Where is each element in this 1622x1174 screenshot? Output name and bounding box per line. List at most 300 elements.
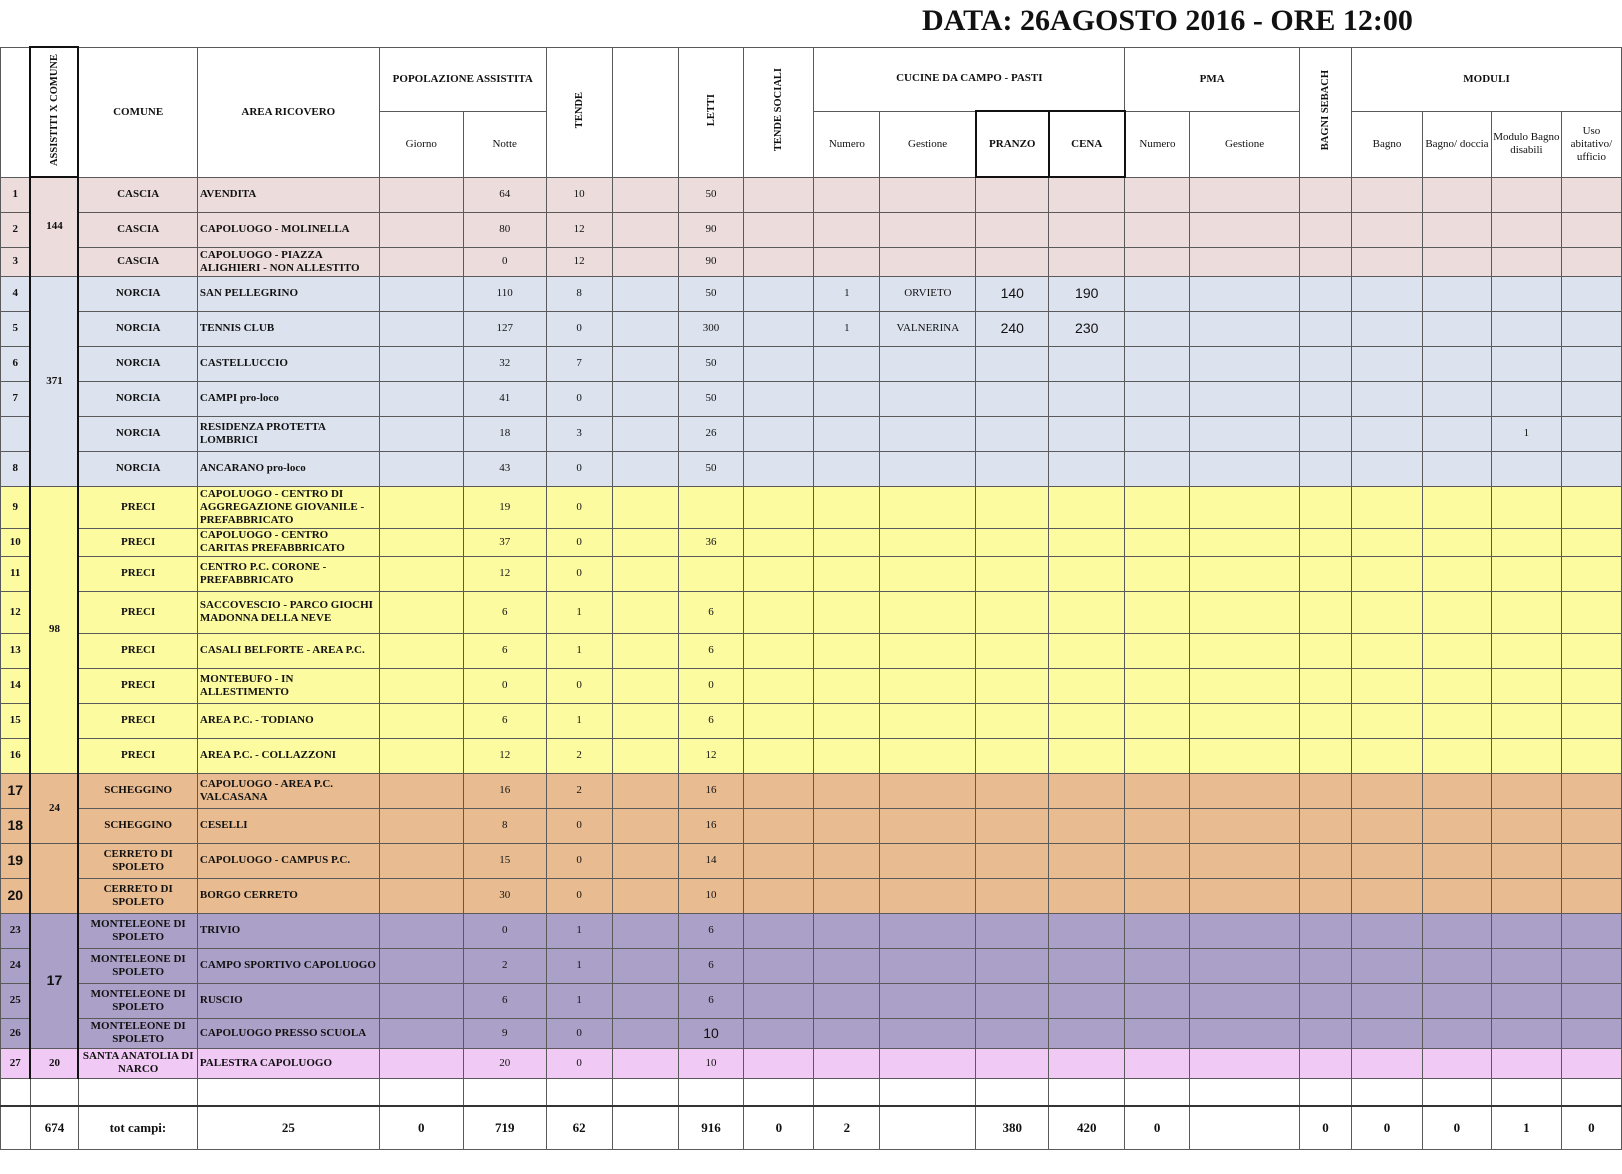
bagno-cell <box>1352 1048 1423 1078</box>
comune-cell: PRECI <box>78 668 197 703</box>
row-index <box>1 416 31 451</box>
row-index: 15 <box>1 703 31 738</box>
modulo-disabili-cell <box>1491 247 1561 276</box>
blank-cell <box>379 1078 463 1106</box>
table-row <box>1 808 1622 843</box>
bagni-cell <box>1300 486 1352 528</box>
table-row <box>1 948 1622 983</box>
total-pma-gestione <box>1190 1106 1300 1149</box>
row-index: 12 <box>1 591 31 633</box>
tende-cell: 2 <box>546 773 612 808</box>
area-cell: RESIDENZA PROTETTA LOMBRICI <box>197 416 379 451</box>
cucine-gestione-cell <box>880 738 976 773</box>
comune-cell: NORCIA <box>78 276 197 311</box>
pma-numero-cell <box>1125 346 1190 381</box>
table-row <box>1 738 1622 773</box>
cena-cell <box>1049 381 1125 416</box>
tende-cell: 0 <box>546 843 612 878</box>
table-row <box>1 913 1622 948</box>
letti-cell: 6 <box>678 703 744 738</box>
cena-cell: 190 <box>1049 276 1125 311</box>
bagno-doccia-cell <box>1422 591 1491 633</box>
header-index <box>1 47 31 177</box>
tende-sociali-cell <box>744 703 814 738</box>
modulo-disabili-cell <box>1491 668 1561 703</box>
bagni-cell <box>1300 738 1352 773</box>
cucine-numero-cell <box>814 913 880 948</box>
uso-cell <box>1561 703 1621 738</box>
tende-cell: 3 <box>546 416 612 451</box>
area-cell: PALESTRA CAPOLUOGO <box>197 1048 379 1078</box>
comune-cell: PRECI <box>78 528 197 556</box>
tende-sociali-cell <box>744 346 814 381</box>
cucine-gestione-cell <box>880 808 976 843</box>
pma-numero-cell <box>1125 843 1190 878</box>
blank-cell <box>612 983 678 1018</box>
letti-cell: 90 <box>678 212 744 247</box>
row-index: 17 <box>1 773 31 808</box>
comune-cell: NORCIA <box>78 346 197 381</box>
bagno-cell <box>1352 703 1423 738</box>
row-index: 2 <box>1 212 31 247</box>
giorno-cell <box>379 177 463 212</box>
bagni-cell <box>1300 773 1352 808</box>
blank-cell <box>612 808 678 843</box>
row-index: 20 <box>1 878 31 913</box>
bagni-cell <box>1300 1048 1352 1078</box>
tende-cell: 1 <box>546 633 612 668</box>
uso-cell <box>1561 177 1621 212</box>
area-cell: CAMPI pro-loco <box>197 381 379 416</box>
row-index: 25 <box>1 983 31 1018</box>
cucine-gestione-cell <box>880 346 976 381</box>
header-pma: PMA <box>1125 47 1300 111</box>
header-letti: LETTI <box>678 47 744 177</box>
area-cell: SACCOVESCIO - PARCO GIOCHI MADONNA DELLA NEVE <box>197 591 379 633</box>
header-bagno-doccia: Bagno/ doccia <box>1422 111 1491 177</box>
bagno-cell <box>1352 591 1423 633</box>
comune-cell: PRECI <box>78 738 197 773</box>
tende-sociali-cell <box>744 311 814 346</box>
letti-cell: 50 <box>678 177 744 212</box>
comune-cell: CASCIA <box>78 247 197 276</box>
bagno-cell <box>1352 738 1423 773</box>
cucine-numero-cell <box>814 808 880 843</box>
header-cena: CENA <box>1049 111 1125 177</box>
comune-cell: SCHEGGINO <box>78 773 197 808</box>
bagni-cell <box>1300 311 1352 346</box>
tende-sociali-cell <box>744 773 814 808</box>
table-row <box>1 486 1622 528</box>
pma-numero-cell <box>1125 591 1190 633</box>
pma-numero-cell <box>1125 808 1190 843</box>
notte-cell: 8 <box>463 808 546 843</box>
comune-cell: NORCIA <box>78 311 197 346</box>
row-index: 18 <box>1 808 31 843</box>
cucine-numero-cell <box>814 381 880 416</box>
pranzo-cell <box>976 591 1049 633</box>
bagno-doccia-cell <box>1422 633 1491 668</box>
uso-cell <box>1561 276 1621 311</box>
uso-cell <box>1561 528 1621 556</box>
letti-cell: 10 <box>678 1018 744 1048</box>
pma-numero-cell <box>1125 983 1190 1018</box>
cucine-gestione-cell <box>880 773 976 808</box>
header-area: AREA RICOVERO <box>197 47 379 177</box>
cucine-numero-cell <box>814 668 880 703</box>
area-cell: BORGO CERRETO <box>197 878 379 913</box>
table-row <box>1 381 1622 416</box>
tende-sociali-cell <box>744 1048 814 1078</box>
header-notte: Notte <box>463 111 546 177</box>
bagno-cell <box>1352 177 1423 212</box>
pranzo-cell <box>976 843 1049 878</box>
pranzo-cell <box>976 177 1049 212</box>
modulo-disabili-cell <box>1491 738 1561 773</box>
pranzo-cell <box>976 808 1049 843</box>
row-index: 3 <box>1 247 31 276</box>
blank-cell <box>1049 1078 1125 1106</box>
pma-gestione-cell <box>1190 878 1300 913</box>
uso-cell <box>1561 913 1621 948</box>
total-notte: 719 <box>463 1106 546 1149</box>
pranzo-cell <box>976 983 1049 1018</box>
bagno-cell <box>1352 486 1423 528</box>
giorno-cell <box>379 878 463 913</box>
uso-cell <box>1561 738 1621 773</box>
total-numero: 2 <box>814 1106 880 1149</box>
row-index: 6 <box>1 346 31 381</box>
pma-numero-cell <box>1125 451 1190 486</box>
letti-cell: 26 <box>678 416 744 451</box>
total-tende: 62 <box>546 1106 612 1149</box>
blank-cell <box>1190 1078 1300 1106</box>
uso-cell <box>1561 247 1621 276</box>
comune-cell: PRECI <box>78 703 197 738</box>
bagni-cell <box>1300 247 1352 276</box>
notte-cell: 43 <box>463 451 546 486</box>
cena-cell <box>1049 948 1125 983</box>
cena-cell <box>1049 773 1125 808</box>
pma-gestione-cell <box>1190 247 1300 276</box>
report-title: DATA: 26AGOSTO 2016 - ORE 12:00 <box>922 4 1413 37</box>
table-row <box>1 1018 1622 1048</box>
cucine-numero-cell <box>814 528 880 556</box>
cucine-gestione-cell <box>880 703 976 738</box>
tende-cell: 0 <box>546 668 612 703</box>
bagno-doccia-cell <box>1422 276 1491 311</box>
giorno-cell <box>379 668 463 703</box>
uso-cell <box>1561 948 1621 983</box>
giorno-cell <box>379 913 463 948</box>
pranzo-cell <box>976 247 1049 276</box>
notte-cell: 6 <box>463 591 546 633</box>
giorno-cell <box>379 346 463 381</box>
bagno-doccia-cell <box>1422 703 1491 738</box>
letti-cell: 50 <box>678 451 744 486</box>
tende-cell: 0 <box>546 808 612 843</box>
area-cell: CASTELLUCCIO <box>197 346 379 381</box>
blank-cell <box>612 276 678 311</box>
blank-cell <box>1422 1078 1491 1106</box>
giorno-cell <box>379 1048 463 1078</box>
cucine-gestione-cell <box>880 1018 976 1048</box>
pma-gestione-cell <box>1190 1048 1300 1078</box>
modulo-disabili-cell <box>1491 381 1561 416</box>
bagni-cell <box>1300 808 1352 843</box>
pma-numero-cell <box>1125 948 1190 983</box>
bagni-cell <box>1300 556 1352 591</box>
cucine-gestione-cell <box>880 1048 976 1078</box>
tende-sociali-cell <box>744 381 814 416</box>
tende-sociali-cell <box>744 556 814 591</box>
bagni-cell <box>1300 451 1352 486</box>
table-row <box>1 311 1622 346</box>
cena-cell <box>1049 451 1125 486</box>
bagno-cell <box>1352 416 1423 451</box>
pma-gestione-cell <box>1190 913 1300 948</box>
pranzo-cell: 240 <box>976 311 1049 346</box>
blank-cell <box>612 948 678 983</box>
tende-cell: 12 <box>546 212 612 247</box>
pma-gestione-cell <box>1190 633 1300 668</box>
modulo-disabili-cell <box>1491 451 1561 486</box>
notte-cell: 80 <box>463 212 546 247</box>
pma-gestione-cell <box>1190 416 1300 451</box>
area-cell: CAPOLUOGO - CENTRO CARITAS PREFABBRICATO <box>197 528 379 556</box>
comune-cell: NORCIA <box>78 451 197 486</box>
cena-cell: 230 <box>1049 311 1125 346</box>
header-popolazione: POPOLAZIONE ASSISTITA <box>379 47 546 111</box>
cena-cell <box>1049 703 1125 738</box>
row-index: 5 <box>1 311 31 346</box>
pma-numero-cell <box>1125 703 1190 738</box>
letti-cell: 6 <box>678 591 744 633</box>
header-bagni: BAGNI SEBACH <box>1300 47 1352 177</box>
letti-cell: 90 <box>678 247 744 276</box>
bagno-doccia-cell <box>1422 668 1491 703</box>
area-cell: CAPOLUOGO - CAMPUS P.C. <box>197 843 379 878</box>
letti-cell: 14 <box>678 843 744 878</box>
cucine-numero-cell <box>814 212 880 247</box>
bagno-doccia-cell <box>1422 808 1491 843</box>
row-index: 24 <box>1 948 31 983</box>
cucine-numero-cell <box>814 591 880 633</box>
area-cell: CASALI BELFORTE - AREA P.C. <box>197 633 379 668</box>
pranzo-cell <box>976 633 1049 668</box>
bagni-cell <box>1300 346 1352 381</box>
notte-cell: 2 <box>463 948 546 983</box>
cena-cell <box>1049 1048 1125 1078</box>
bagni-cell <box>1300 703 1352 738</box>
modulo-disabili-cell <box>1491 528 1561 556</box>
cucine-gestione-cell <box>880 913 976 948</box>
cucine-gestione-cell: VALNERINA <box>880 311 976 346</box>
uso-cell <box>1561 843 1621 878</box>
letti-cell: 0 <box>678 668 744 703</box>
row-index: 13 <box>1 633 31 668</box>
pranzo-cell <box>976 1018 1049 1048</box>
bagno-cell <box>1352 311 1423 346</box>
row-index: 8 <box>1 451 31 486</box>
row-index: 14 <box>1 668 31 703</box>
pma-gestione-cell <box>1190 983 1300 1018</box>
giorno-cell <box>379 247 463 276</box>
area-cell: CAMPO SPORTIVO CAPOLUOGO <box>197 948 379 983</box>
pma-gestione-cell <box>1190 843 1300 878</box>
letti-cell: 10 <box>678 878 744 913</box>
bagni-cell <box>1300 416 1352 451</box>
bagno-cell <box>1352 528 1423 556</box>
comune-cell: PRECI <box>78 556 197 591</box>
tende-sociali-cell <box>744 528 814 556</box>
tende-sociali-cell <box>744 416 814 451</box>
pranzo-cell <box>976 486 1049 528</box>
table-body <box>1 177 1622 1078</box>
bagno-cell <box>1352 983 1423 1018</box>
cucine-gestione-cell <box>880 416 976 451</box>
bagno-doccia-cell <box>1422 843 1491 878</box>
blank-cell <box>612 381 678 416</box>
blank-cell <box>30 1078 78 1106</box>
tende-sociali-cell <box>744 738 814 773</box>
row-index: 11 <box>1 556 31 591</box>
area-cell: ANCARANO pro-loco <box>197 451 379 486</box>
table-row <box>1 591 1622 633</box>
area-cell: TRIVIO <box>197 913 379 948</box>
cena-cell <box>1049 528 1125 556</box>
pranzo-cell <box>976 1048 1049 1078</box>
header-pranzo: PRANZO <box>976 111 1049 177</box>
pranzo-cell <box>976 451 1049 486</box>
cena-cell <box>1049 633 1125 668</box>
table-row <box>1 247 1622 276</box>
blank-cell <box>612 177 678 212</box>
giorno-cell <box>379 591 463 633</box>
tende-sociali-cell <box>744 878 814 913</box>
group-total <box>30 843 78 913</box>
total-pma: 0 <box>1125 1106 1190 1149</box>
uso-cell <box>1561 668 1621 703</box>
area-cell: RUSCIO <box>197 983 379 1018</box>
giorno-cell <box>379 311 463 346</box>
notte-cell: 0 <box>463 668 546 703</box>
modulo-disabili-cell <box>1491 703 1561 738</box>
pma-gestione-cell <box>1190 381 1300 416</box>
giorno-cell <box>379 381 463 416</box>
cena-cell <box>1049 416 1125 451</box>
bagno-doccia-cell <box>1422 311 1491 346</box>
tende-sociali-cell <box>744 808 814 843</box>
cena-cell <box>1049 843 1125 878</box>
tende-cell: 10 <box>546 177 612 212</box>
letti-cell: 12 <box>678 738 744 773</box>
bagno-cell <box>1352 346 1423 381</box>
bagno-cell <box>1352 212 1423 247</box>
tende-cell: 7 <box>546 346 612 381</box>
modulo-disabili-cell <box>1491 808 1561 843</box>
cucine-numero-cell <box>814 843 880 878</box>
notte-cell: 16 <box>463 773 546 808</box>
header-gestione: Gestione <box>880 111 976 177</box>
row-index: 23 <box>1 913 31 948</box>
cucine-numero-cell <box>814 703 880 738</box>
notte-cell: 19 <box>463 486 546 528</box>
modulo-disabili-cell <box>1491 948 1561 983</box>
area-cell: AREA P.C. - COLLAZZONI <box>197 738 379 773</box>
tende-cell: 8 <box>546 276 612 311</box>
table-row <box>1 668 1622 703</box>
giorno-cell <box>379 843 463 878</box>
bagni-cell <box>1300 983 1352 1018</box>
giorno-cell <box>379 212 463 247</box>
bagni-cell <box>1300 843 1352 878</box>
pma-gestione-cell <box>1190 556 1300 591</box>
cena-cell <box>1049 177 1125 212</box>
blank-cell <box>1352 1078 1423 1106</box>
cena-cell <box>1049 1018 1125 1048</box>
bagno-cell <box>1352 1018 1423 1048</box>
total-letti: 916 <box>678 1106 744 1149</box>
notte-cell: 32 <box>463 346 546 381</box>
bagno-doccia-cell <box>1422 1048 1491 1078</box>
blank-cell <box>612 1048 678 1078</box>
header-tende: TENDE <box>546 47 612 177</box>
table-row <box>1 843 1622 878</box>
header-cucine: CUCINE DA CAMPO - PASTI <box>814 47 1125 111</box>
header-blank <box>612 47 678 177</box>
row-index: 1 <box>1 177 31 212</box>
bagno-cell <box>1352 451 1423 486</box>
table-row <box>1 346 1622 381</box>
blank-cell <box>612 346 678 381</box>
comune-cell: MONTELEONE DI SPOLETO <box>78 983 197 1018</box>
blank-cell <box>612 528 678 556</box>
comune-cell: SCHEGGINO <box>78 808 197 843</box>
comune-cell: PRECI <box>78 591 197 633</box>
letti-cell: 10 <box>678 1048 744 1078</box>
giorno-cell <box>379 1018 463 1048</box>
group-total: 98 <box>30 486 78 773</box>
cucine-numero-cell: 1 <box>814 311 880 346</box>
blank-cell <box>1561 1078 1621 1106</box>
tende-sociali-cell <box>744 177 814 212</box>
pranzo-cell <box>976 381 1049 416</box>
area-cell: AVENDITA <box>197 177 379 212</box>
notte-cell: 15 <box>463 843 546 878</box>
pma-gestione-cell <box>1190 486 1300 528</box>
uso-cell <box>1561 808 1621 843</box>
comune-cell: NORCIA <box>78 416 197 451</box>
blank-cell <box>612 1078 678 1106</box>
pma-numero-cell <box>1125 556 1190 591</box>
cucine-numero-cell <box>814 346 880 381</box>
header-numero: Numero <box>814 111 880 177</box>
bagno-cell <box>1352 276 1423 311</box>
row-index: 16 <box>1 738 31 773</box>
blank-cell <box>197 1078 379 1106</box>
total-index <box>1 1106 31 1149</box>
cucine-numero-cell <box>814 416 880 451</box>
blank-cell <box>612 556 678 591</box>
cucine-gestione-cell <box>880 948 976 983</box>
pma-gestione-cell <box>1190 451 1300 486</box>
tende-cell: 0 <box>546 1048 612 1078</box>
blank-cell <box>744 1078 814 1106</box>
blank-cell <box>612 212 678 247</box>
group-total: 20 <box>30 1048 78 1078</box>
uso-cell <box>1561 1018 1621 1048</box>
